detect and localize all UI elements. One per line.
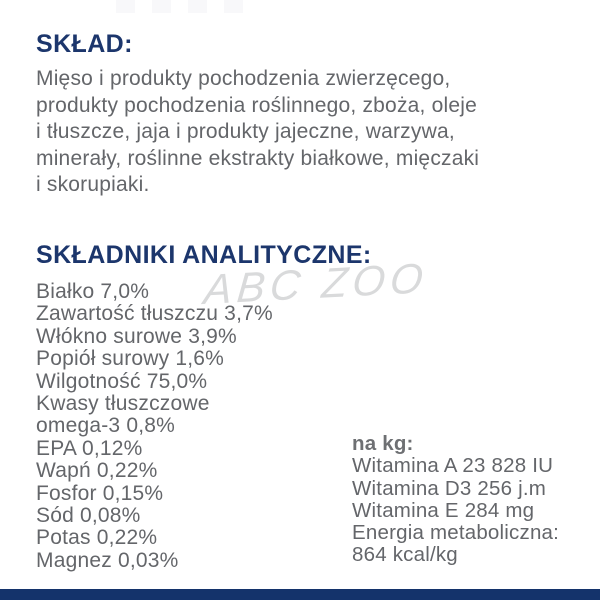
analytical-item: Kwasy tłuszczowe (36, 392, 210, 416)
paragraph-line: minerały, roślinne ekstrakty białkowe, mięczaki (36, 146, 480, 170)
analytical-item: Sód 0,08% (36, 504, 141, 528)
footer-divider-bar (0, 589, 600, 600)
per-kg-section (352, 433, 559, 567)
analytical-item: Fosfor 0,15% (36, 481, 164, 505)
paragraph-line: i tłuszcze, jaja i produkty jajeczne, warzywa, (36, 120, 455, 144)
paragraph-line: Mięso i produkty pochodzenia zwierzęcego, (36, 67, 451, 90)
analytical-components-list (36, 281, 273, 572)
per-kg-label: na kg: (352, 432, 414, 455)
analytical-item: Magnez 0,03% (36, 548, 179, 572)
paragraph-line: produkty pochodzenia roślinnego, zboża, oleje (36, 93, 477, 117)
analytical-components-heading: SKŁADNIKI ANALITYCZNE: (36, 241, 372, 269)
analytical-item: Białko 7,0% (36, 280, 150, 303)
per-kg-item: Witamina D3 256 j.m (352, 476, 547, 500)
analytical-item: Wilgotność 75,0% (36, 369, 208, 393)
analytical-item: Zawartość tłuszczu 3,7% (36, 302, 273, 326)
cropped-text-remnant (116, 0, 243, 13)
paragraph-line: i skorupiaki. (36, 173, 150, 197)
analytical-item: Wapń 0,22% (36, 459, 158, 483)
watermark-text: ABC ZOO (202, 253, 430, 314)
analytical-item: EPA 0,12% (36, 436, 143, 460)
composition-heading: SKŁAD: (36, 30, 133, 58)
per-kg-item: Witamina A 23 828 IU (352, 454, 554, 478)
analytical-item: Włókno surowe 3,9% (36, 324, 237, 348)
per-kg-item: Witamina E 284 mg (352, 498, 535, 522)
analytical-item: Popiół surowy 1,6% (36, 347, 225, 371)
analytical-item: Potas 0,22% (36, 526, 158, 550)
analytical-item: omega-3 0,8% (36, 414, 175, 438)
per-kg-item: Energia metaboliczna: (352, 521, 560, 545)
composition-paragraph (36, 66, 479, 199)
per-kg-item: 864 kcal/kg (352, 543, 458, 567)
